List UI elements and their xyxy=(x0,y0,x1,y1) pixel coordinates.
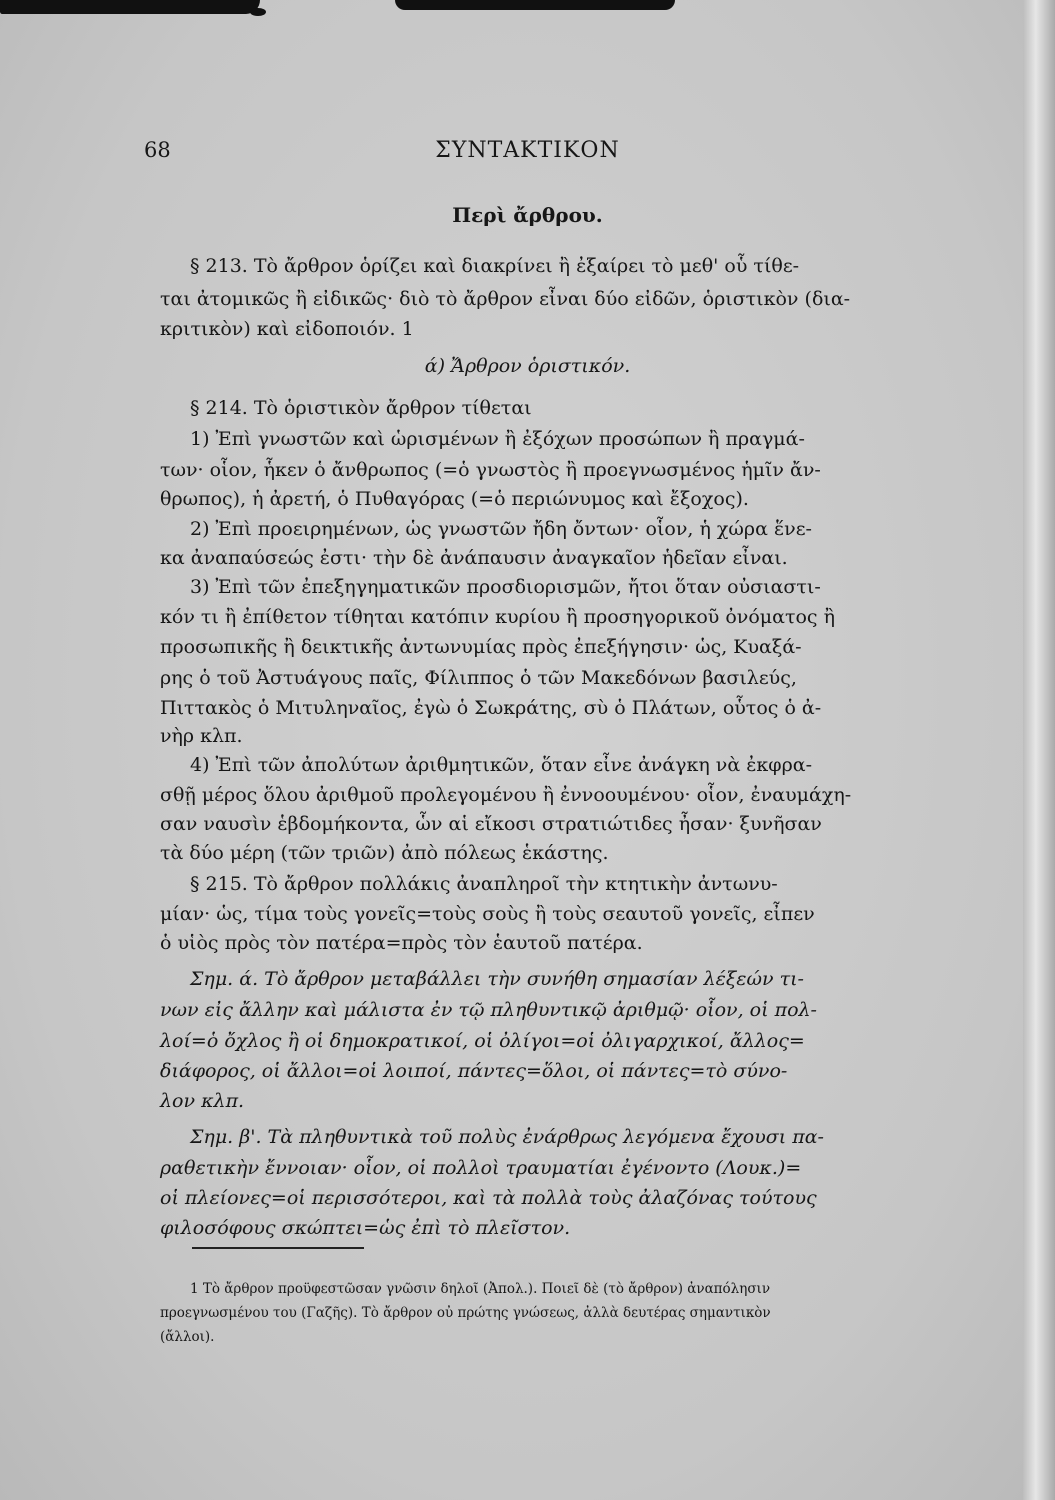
text-line: κα ἀναπαύσεώς ἐστι· τὴν δὲ ἀνάπαυσιν ἀναγκαῖον ἡδεῖαν εἶναι. xyxy=(160,547,788,569)
text-line: 1) Ἐπὶ γνωστῶν καὶ ὡρισμένων ἢ ἐξόχων προσώπων ἢ πραγμά- xyxy=(190,428,805,450)
note-line: λοί=ὁ ὄχλος ἢ οἱ δημοκρατικοί, οἱ ὀλίγοι=οἱ ὀλιγαρχικοί, ἄλλος= xyxy=(160,1030,805,1052)
note-line: Σημ. β'. Τὰ πληθυντικὰ τοῦ πολὺς ἐνάρθρως λεγόμενα ἔχουσι πα- xyxy=(190,1126,824,1148)
text-line: § 215. Τὸ ἄρθρον πολλάκις ἀναπληροῖ τὴν κτητικὴν ἀντωνυ- xyxy=(190,873,778,895)
page-number: 68 xyxy=(144,138,171,162)
text-line: προσωπικῆς ἢ δεικτικῆς ἀντωνυμίας πρὸς ἐπεξήγησιν· ὡς, Κυαξά- xyxy=(160,636,802,658)
section-title: Περὶ ἄρθρου. xyxy=(452,203,603,227)
text-line: κόν τι ἢ ἐπίθετον τίθηται κατόπιν κυρίου ἢ προσηγορικοῦ ὀνόματος ἢ xyxy=(160,606,835,628)
text-line: κριτικὸν) καὶ εἰδοποιόν. 1 xyxy=(160,318,414,340)
footnote-line: προεγνωσμένου του (Γαζῆς). Τὸ ἄρθρον οὐ πρώτης γνώσεως, ἀλλὰ δευτέρας σημαντικὸν xyxy=(160,1305,771,1321)
footnote-line: (ἄλλοι). xyxy=(160,1329,215,1345)
text-line: μίαν· ὡς, τίμα τοὺς γονεῖς=τοὺς σοὺς ἢ τοὺς σεαυτοῦ γονεῖς, εἶπεν xyxy=(160,903,815,925)
text-line: ρης ὁ τοῦ Ἀστυάγους παῖς, Φίλιππος ὁ τῶν Μακεδόνων βασιλεύς, xyxy=(160,667,797,689)
note-line: λον κλπ. xyxy=(160,1090,245,1112)
text-line: θρωπος), ἡ ἀρετή, ὁ Πυθαγόρας (=ὁ περιώνυμος καὶ ἔξοχος). xyxy=(160,488,749,510)
running-title: ΣΥΝΤΑΚΤΙΚΟΝ xyxy=(435,138,620,163)
ink-blot xyxy=(0,0,260,14)
note-line: οἱ πλείονες=οἱ περισσότεροι, καὶ τὰ πολλὰ τοὺς ἀλαζόνας τούτους xyxy=(160,1187,817,1209)
subsection-title: ά) Ἄρθρον ὁριστικόν. xyxy=(424,355,631,377)
text-line: σαν ναυσὶν ἑβδομήκοντα, ὧν αἱ εἴκοσι στρατιώτιδες ἦσαν· ξυνῆσαν xyxy=(160,813,822,835)
note-line: ραθετικὴν ἔννοιαν· οἷον, οἱ πολλοὶ τραυματίαι ἐγένοντο (Λουκ.)= xyxy=(160,1157,802,1179)
note-line: Σημ. ά. Τὸ ἄρθρον μεταβάλλει τὴν συνήθη σημασίαν λέξεών τι- xyxy=(190,968,804,990)
footnote-rule xyxy=(192,1247,364,1249)
footnote-line: 1 Τὸ ἄρθρον προϋφεστῶσαν γνῶσιν δηλοῖ (Ἀπολ.). Ποιεῖ δὲ (τὸ ἄρθρον) ἀναπόλησιν xyxy=(190,1281,771,1297)
text-line: Πιττακὸς ὁ Μιτυληναῖος, ἐγὼ ὁ Σωκράτης, σὺ ὁ Πλάτων, οὗτος ὁ ἀ- xyxy=(160,697,822,719)
note-line: φιλοσόφους σκώπτει=ὡς ἐπὶ τὸ πλεῖστον. xyxy=(160,1217,571,1239)
text-line: νὴρ κλπ. xyxy=(160,725,243,747)
text-line: § 213. Τὸ ἄρθρον ὁρίζει καὶ διακρίνει ἢ ἐξαίρει τὸ μεθ' οὗ τίθε- xyxy=(190,255,800,277)
text-line: ὁ υἱὸς πρὸς τὸν πατέρα=πρὸς τὸν ἑαυτοῦ πατέρα. xyxy=(160,932,643,954)
text-line: ται ἀτομικῶς ἢ εἰδικῶς· διὸ τὸ ἄρθρον εἶναι δύο εἰδῶν, ὁριστικὸν (δια- xyxy=(160,288,851,310)
note-line: διάφορος, οἱ ἄλλοι=οἱ λοιποί, πάντες=ὅλοι, οἱ πάντες=τὸ σύνο- xyxy=(160,1060,788,1082)
text-line: § 214. Τὸ ὁριστικὸν ἄρθρον τίθεται xyxy=(190,397,532,419)
text-line: τὰ δύο μέρη (τῶν τριῶν) ἀπὸ πόλεως ἑκάστης. xyxy=(160,842,609,864)
text-line: 4) Ἐπὶ τῶν ἀπολύτων ἀριθμητικῶν, ὅταν εἶνε ἀνάγκη νὰ ἐκφρα- xyxy=(190,754,813,776)
text-line: 3) Ἐπὶ τῶν ἐπεξηγηματικῶν προσδιορισμῶν, ἤτοι ὅταν οὐσιαστι- xyxy=(190,576,821,598)
text-line: των· οἷον, ἧκεν ὁ ἄνθρωπος (=ὁ γνωστὸς ἢ προεγνωσμένος ἡμῖν ἄν- xyxy=(160,459,821,481)
text-line: σθῇ μέρος ὅλου ἀριθμοῦ προλεγομένου ἢ ἐννοουμένου· οἷον, ἐναυμάχη- xyxy=(160,784,852,806)
ink-blot xyxy=(250,8,266,16)
ink-blot xyxy=(395,0,675,10)
text-line: 2) Ἐπὶ προειρημένων, ὡς γνωστῶν ἤδη ὄντων· οἷον, ἡ χώρα ἕνε- xyxy=(190,518,812,540)
note-line: νων εἰς ἄλλην καὶ μάλιστα ἐν τῷ πληθυντικῷ ἀριθμῷ· οἷον, οἱ πολ- xyxy=(160,999,817,1021)
